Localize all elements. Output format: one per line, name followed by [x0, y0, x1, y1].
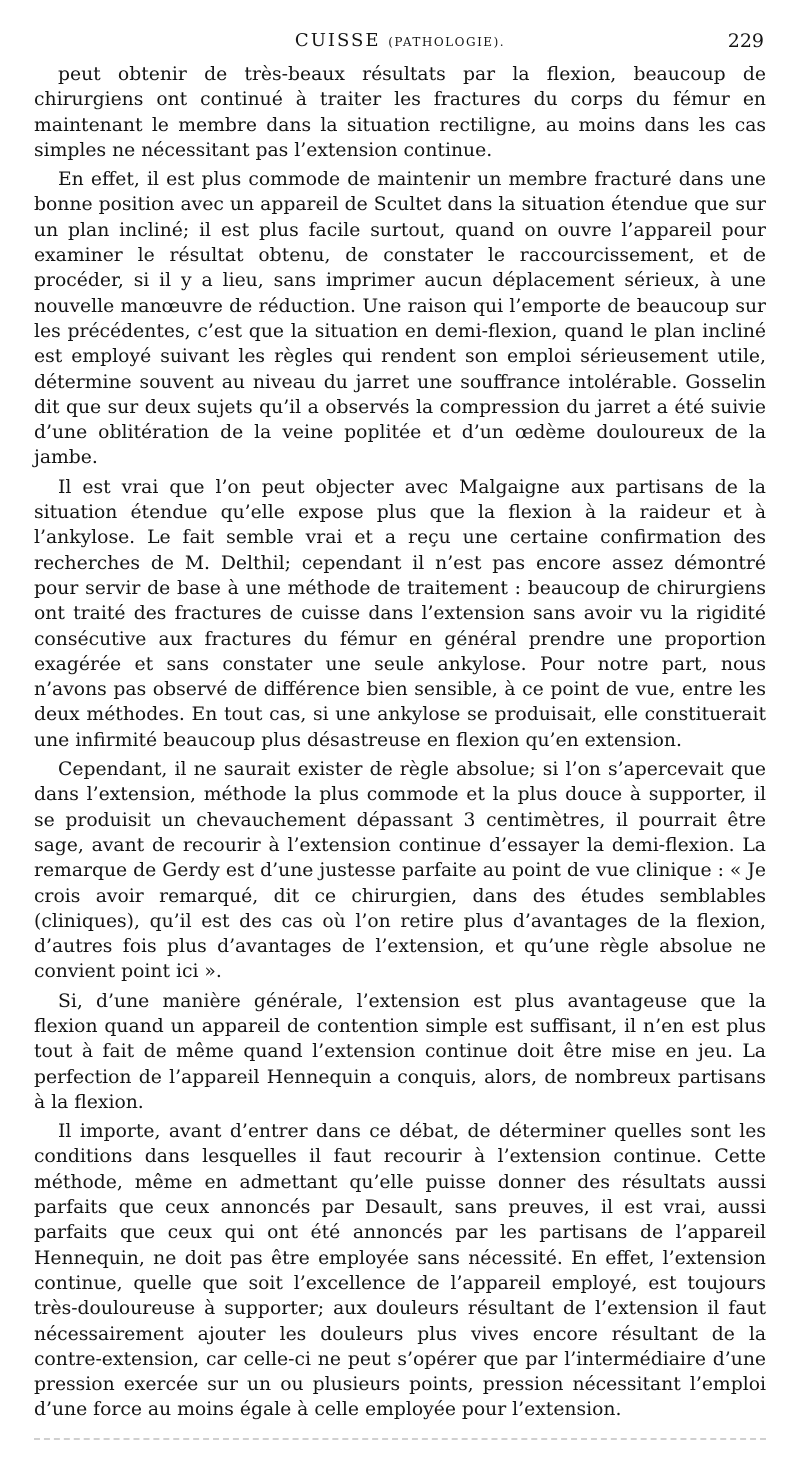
running-head-title: CUISSE: [294, 30, 381, 51]
paragraph: Il est vrai que l’on peut objecter avec Malgaigne aux partisans de la situation étendue qu’elle expose plus que la flexion à la raideur et à l’ankylose. Le fait semble vrai et a reçu une certaine confirmation des recherches de M. Delthil; cependant il n’est pas encore assez démontré pour servir de base à une méthode de traitement : beaucoup de chirurgiens ont traité des fractures de cuisse dans l’extension sans avoir vu la rigidité consécutive aux fractures du fémur en général prendre une proportion exagérée et sans constater une seule ankylose. Pour notre part, nous n’avons pas observé de différence bien sensible, à ce point de vue, entre les deux méthodes. En tout cas, si une ankylose se produisait, elle constituerait une infirmité beaucoup plus désastreuse en flexion qu’en extension.: [34, 476, 766, 751]
paragraph: Si, d’une manière générale, l’extension est plus avantageuse que la flexion quand un appareil de contention simple est suffisant, il n’en est plus tout à fait de même quand l’extension continue doit être mise en jeu. La perfection de l’appareil Hennequin a conquis, alors, de nombreux partisans à la flexion.: [34, 990, 766, 1113]
paragraph: peut obtenir de très-beaux résultats par la flexion, beaucoup de chirurgiens ont continué à traiter les fractures du corps du fémur en maintenant le membre dans la situation rectiligne, au moins dans les cas simples ne nécessitant pas l’extension continue.: [34, 64, 766, 161]
paragraph: Il importe, avant d’entrer dans ce débat, de déterminer quelles sont les conditions dans lesquelles il faut recourir à l’extension continue. Cette méthode, même en admettant qu’elle puisse donner des résultats aussi parfaits que ceux annoncés par Desault, sans preuves, il est vrai, aussi parfaits que ceux qui ont été annoncés par les partisans de l’appareil Hennequin, ne doit pas être employée sans nécessité. En effet, l’extension continue, quelle que soit l’excellence de l’appareil employé, est toujours très-douloureuse à supporter; aux douleurs résultant de l’extension il faut nécessairement ajouter les douleurs plus vives encore résultant de la contre-extension, car celle-ci ne peut s’opérer que par l’intermédiaire d’une pression exercée sur un ou plusieurs points, pression nécessitant l’emploi d’une force au moins égale à celle employée pour l’extension.: [34, 1121, 766, 1421]
page-header: [34, 26, 766, 62]
running-head-subtitle: (PATHOLOGIE).: [388, 35, 506, 49]
page-number: 229: [727, 30, 764, 52]
body-text: [34, 62, 766, 1423]
running-head: [34, 30, 766, 51]
paragraph: En effet, il est plus commode de maintenir un membre fracturé dans une bonne position avec un appareil de Scultet dans la situation étendue que sur un plan incliné; il est plus facile surtout, quand on ouvre l’appareil pour examiner le résultat obtenu, de constater le raccourcissement, et de procéder, si il y a lieu, sans imprimer aucun déplacement sérieux, à une nouvelle manœuvre de réduction. Une raison qui l’emporte de beaucoup sur les précédentes, c’est que la situation en demi-flexion, quand le plan incliné est employé suivant les règles qui rendent son emploi sérieusement utile, détermine souvent au niveau du jarret une souffrance intolérable. Gosselin dit que sur deux sujets qu’il a observés la compression du jarret a été suivie d’une oblitération de la veine poplitée et d’un œdème douloureux de la jambe.: [34, 169, 766, 469]
page: [34, 26, 766, 1423]
paragraph: Cependant, il ne saurait exister de règle absolue; si l’on s’apercevait que dans l’extension, méthode la plus commode et la plus douce à supporter, il se produisit un chevauchement dépassant 3 centimètres, il pourrait être sage, avant de recourir à l’extension continue d’essayer la demi-flexion. La remarque de Gerdy est d’une justesse parfaite au point de vue clinique : « Je crois avoir remarqué, dit ce chirurgien, dans des études semblables (cliniques), qu’il est des cas où l’on retire plus d’avantages de la flexion, d’autres fois plus d’avantages de l’extension, et qu’une règle absolue ne convient point ici ».: [34, 759, 766, 983]
footer-rule: [34, 1438, 766, 1440]
